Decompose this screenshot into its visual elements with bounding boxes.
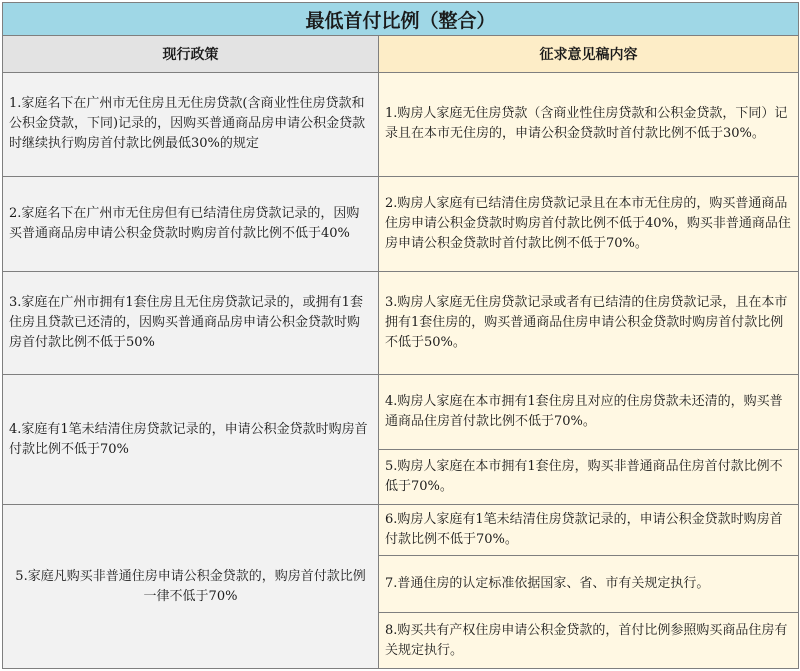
draft-item-5: 5.购房人家庭在本市拥有1套住房，购买非普通商品住房首付款比例不低于70%。 [379,449,799,505]
table-title: 最低首付比例（整合） [3,3,799,36]
current-policy-5: 5.家庭凡购买非普通住房申请公积金贷款的，购房首付款比例一律不低于70% [3,505,379,669]
draft-item-3: 3.购房人家庭无住房贷款记录或者有已结清的住房贷款记录，且在本市拥有1套住房的，购买普通商品住房申请公积金贷款时购房首付款比例不低于50%。 [379,272,799,375]
policy-comparison-table [2,2,799,669]
draft-item-1: 1.购房人家庭无住房贷款（含商业性住房贷款和公积金贷款，下同）记录且在本市无住房的，申请公积金贷款时首付款比例不低于30%。 [379,72,799,176]
current-policy-3: 3.家庭在广州市拥有1套住房且无住房贷款记录的，或拥有1套住房且贷款已还清的，因购买普通商品房申请公积金贷款时购房首付款比例不低于50% [3,272,379,375]
draft-item-2: 2.购房人家庭有已结清住房贷款记录且在本市无住房的，购买普通商品住房申请公积金贷款时购房首付款比例不低于40%，购买非普通商品住房申请公积金贷款时首付款比例不低于70%。 [379,176,799,272]
header-current-policy: 现行政策 [3,36,379,72]
draft-item-4: 4.购房人家庭在本市拥有1套住房且对应的住房贷款未还清的，购买普通商品住房首付款比例不低于70%。 [379,375,799,450]
current-policy-1: 1.家庭名下在广州市无住房且无住房贷款(含商业性住房贷款和公积金贷款，下同)记录的，因购买普通商品房申请公积金贷款时继续执行购房首付款比例最低30%的规定 [3,72,379,176]
current-policy-4: 4.家庭有1笔未结清住房贷款记录的，申请公积金贷款时购房首付款比例不低于70% [3,375,379,505]
header-draft-content: 征求意见稿内容 [379,36,799,72]
draft-item-6: 6.购房人家庭有1笔未结清住房贷款记录的，申请公积金贷款时购房首付款比例不低于70%。 [379,505,799,555]
draft-item-7: 7.普通住房的认定标准依据国家、省、市有关规定执行。 [379,555,799,613]
draft-item-8: 8.购买共有产权住房申请公积金贷款的，首付比例参照购买商品住房有关规定执行。 [379,613,799,669]
current-policy-2: 2.家庭名下在广州市无住房但有已结清住房贷款记录的，因购买普通商品房申请公积金贷款时购房首付款比例不低于40% [3,176,379,272]
